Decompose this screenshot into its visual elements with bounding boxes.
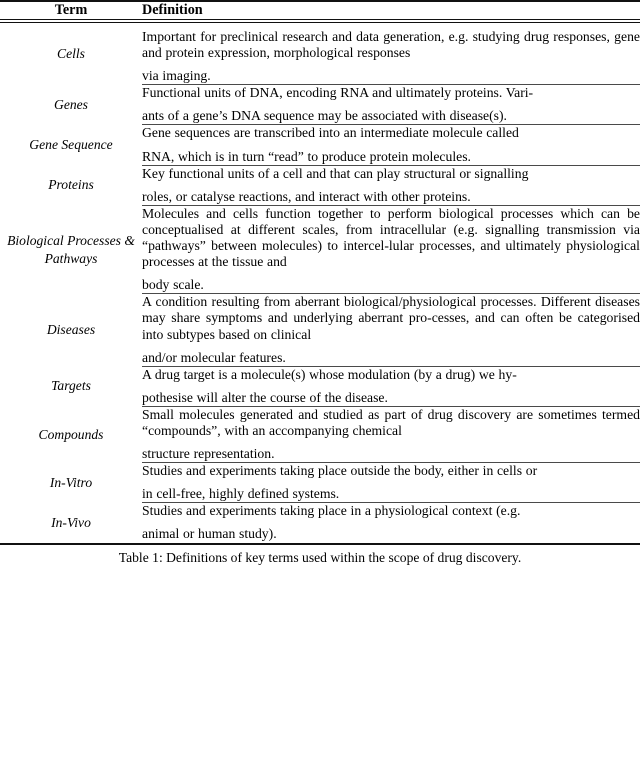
definition-text-tail: and/or molecular features. [142,349,286,365]
definition-text: Studies and experiments taking place in a physiological context (e.g. [142,503,521,519]
definitions-table-body [0,23,640,543]
table-row [0,125,640,165]
table-row [0,205,640,293]
term-cell: Genes [54,97,88,113]
table-row [0,366,640,406]
column-header-term: Term [54,2,88,18]
definition-text-tail: in cell-free, highly defined systems. [142,486,340,502]
definitions-table [0,2,640,19]
definition-cell [142,165,640,205]
column-header-definition: Definition [142,2,203,18]
table-caption: Table 1: Definitions of key terms used within the scope of drug discovery. [118,549,522,565]
definition-cell [142,125,640,165]
term-cell: Diseases [46,322,96,338]
definition-text-tail: body scale. [142,277,204,293]
definition-text-tail: structure representation. [142,446,275,462]
definition-text: Key functional units of a cell and that can play structural or signalling [142,165,529,181]
table-row [0,503,640,543]
definition-cell [142,366,640,406]
definition-text: Small molecules generated and studied as part of drug discovery are sometimes termed “compounds”, with an accompanying chemical [142,406,640,438]
definition-cell [142,23,640,85]
term-cell: Targets [51,378,91,394]
term-cell: Cells [57,46,85,62]
table-header-row [0,2,640,19]
term-cell: In-Vivo [51,514,91,530]
definition-text-tail: roles, or catalyse reactions, and interact with other proteins. [142,188,471,204]
table-row [0,165,640,205]
definition-text: A condition resulting from aberrant biological/physiological processes. Different diseases may share symptoms and underlying aberrant pro-cesses, and can often be categorised into subtypes based on clinical [142,294,640,342]
definition-cell [142,406,640,462]
definition-text: Studies and experiments taking place outside the body, either in cells or [142,463,538,479]
definition-text-tail: animal or human study). [142,526,277,542]
term-cell: Gene Sequence [29,137,113,153]
table-header [0,2,640,19]
term-cell: Compounds [38,426,104,442]
table-row [0,463,640,503]
definition-text: A drug target is a molecule(s) whose modulation (by a drug) we hy- [142,366,517,382]
table-body [0,23,640,543]
term-cell: Proteins [48,177,94,193]
table-row [0,23,640,85]
definition-text-tail: ants of a gene’s DNA sequence may be associated with disease(s). [142,108,507,124]
definition-text: Important for preclinical research and data generation, e.g. studying drug responses, gene and protein expression, morphological responses [142,29,640,61]
definition-text-tail: pothesise will alter the course of the disease. [142,389,388,405]
table-row [0,294,640,366]
definition-text: Molecules and cells function together to perform biological processes which can be conceptualised at different scales, from intracellular (e.g. signalling transmission via “pathways” between molecules) to intercel-lular processes, and ultimately physiological processes at the tissue and [142,205,640,270]
definition-text-tail: RNA, which is in turn “read” to produce protein molecules. [142,148,471,164]
definition-text-tail: via imaging. [142,68,211,84]
definition-text: Gene sequences are transcribed into an intermediate molecule called [142,125,519,141]
definition-cell [142,85,640,125]
definition-cell [142,294,640,366]
table-row [0,85,640,125]
term-cell: In-Vitro [49,474,93,490]
definition-cell [142,463,640,503]
definition-text: Functional units of DNA, encoding RNA and ultimately proteins. Vari- [142,85,534,101]
term-cell: Biological Processes & Pathways [7,232,135,266]
definition-cell [142,205,640,293]
table-row [0,406,640,462]
definition-cell [142,503,640,543]
